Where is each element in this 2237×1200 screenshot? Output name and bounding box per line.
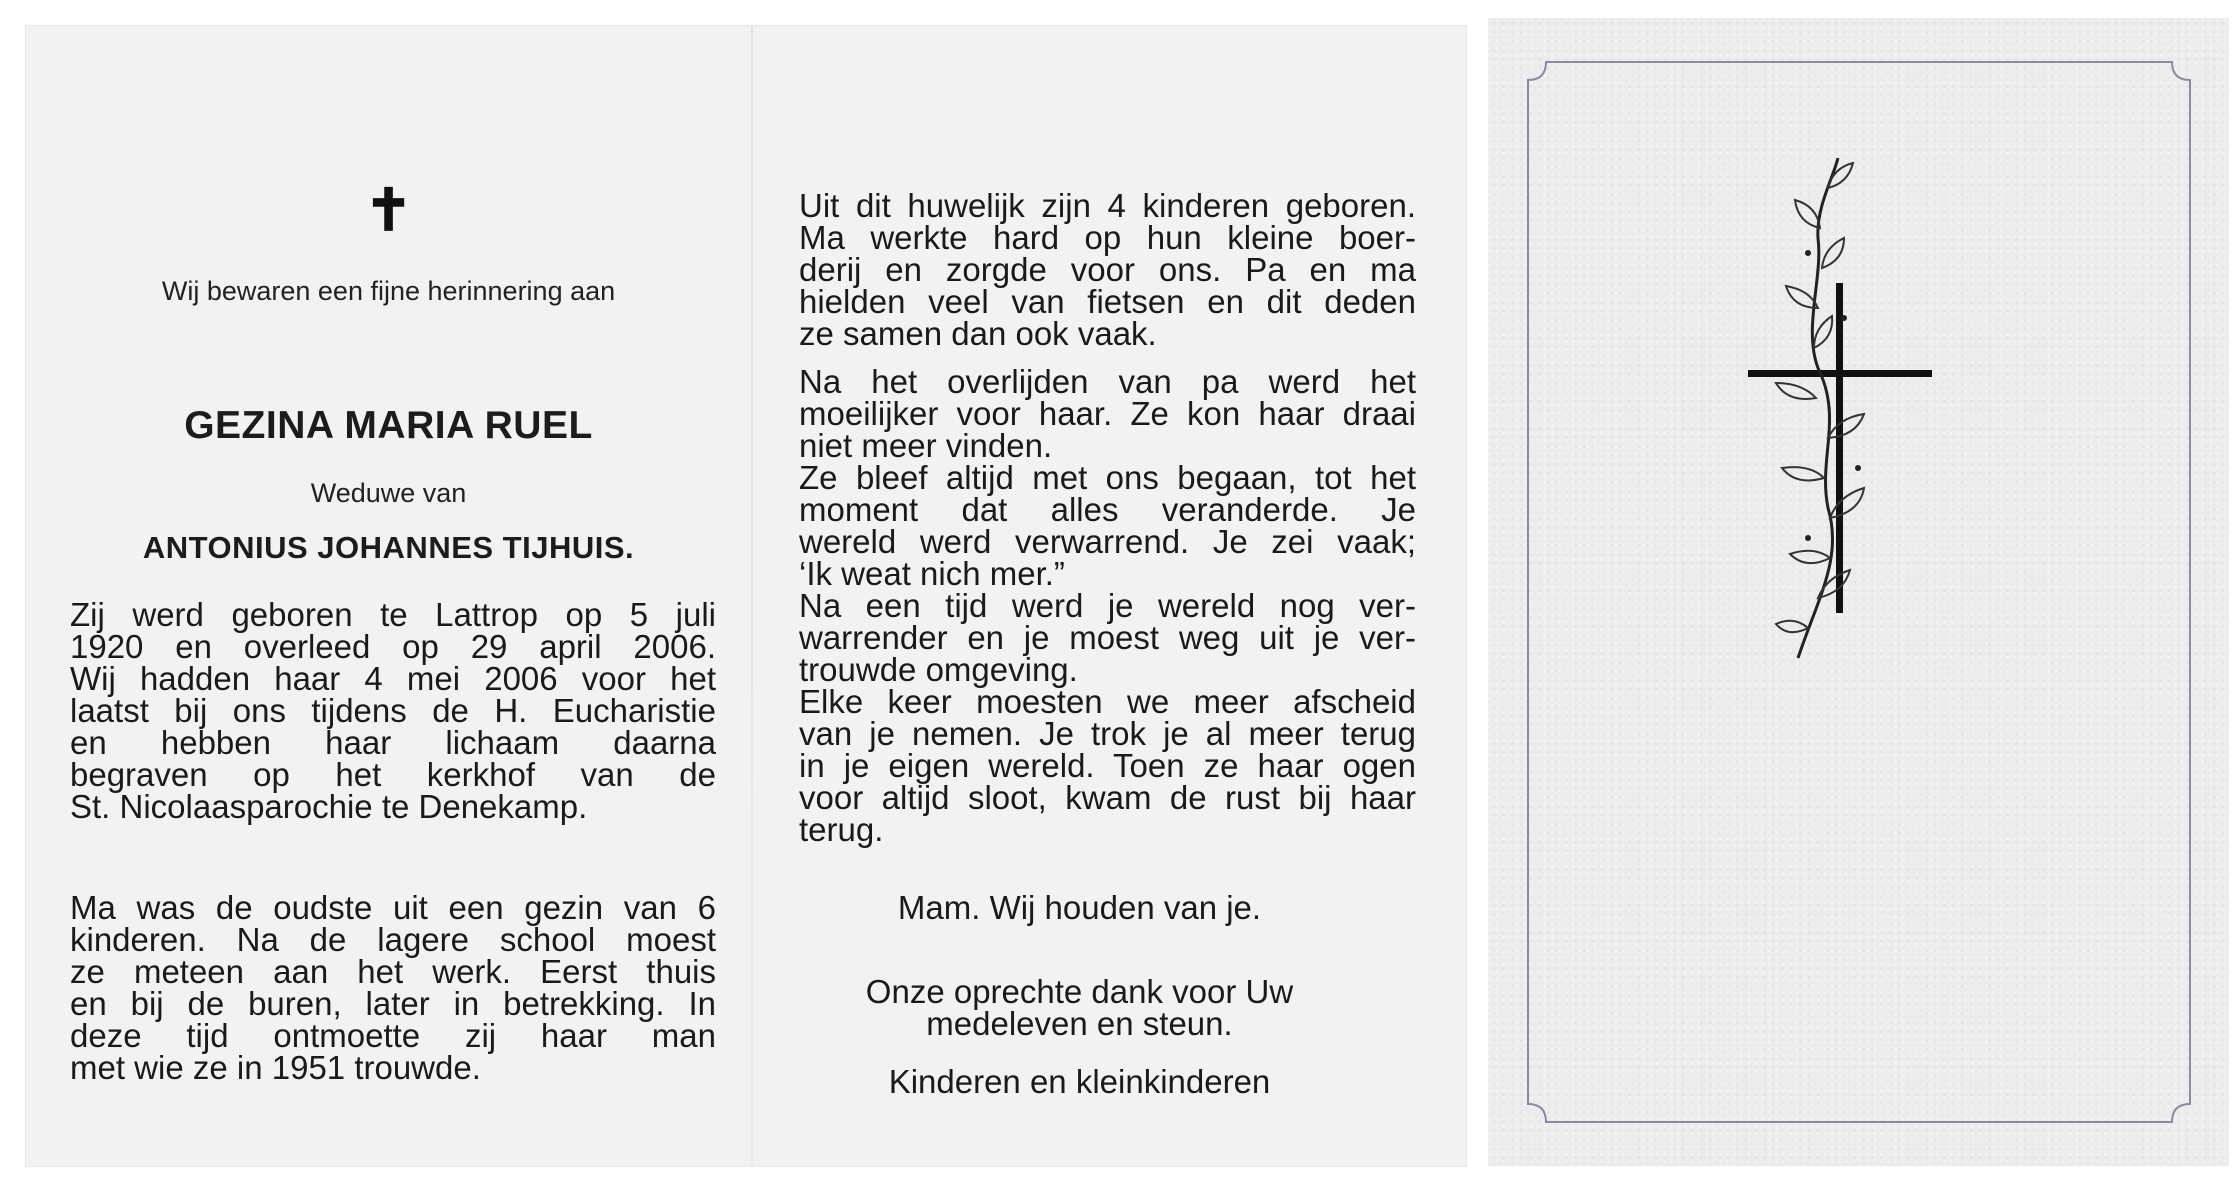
love-line: Mam. Wij houden van je. xyxy=(897,889,1262,926)
left-panel xyxy=(26,26,751,1166)
signature-text: Kinderen en kleinkinderen xyxy=(888,1063,1271,1100)
later-life-paragraph: Na het overlijden van pa werd het moeilijker voor haar. Ze kon haar draai niet meer vinden. Ze bleef altijd met ons begaan, tot het moment dat alles veranderde. Je wereld werd verwarrend. Je zei vaak; ‘Ik weat nich mer.” Na een tijd werd je wereld nog ver- warrender en je moest weg uit je ver- trouwde omgeving. xyxy=(799,363,1416,688)
birth-death-paragraph: Zij werd geboren te Lattrop op 5 juli 1920 en overleed op 29 april 2006. Wij hadden haar 4 mei 2006 voor het laatst bij ons tijdens de H. Eucharistie en hebben haar lichaam daarna begraven op het kerkhof van de St. Nicolaasparochie te Denekamp. xyxy=(70,596,716,825)
thanks-text: Onze oprechte dank voor Uw medeleven en steun. xyxy=(865,973,1294,1042)
intro-text: Wij bewaren een fijne herinnering aan xyxy=(161,276,616,306)
card-cover xyxy=(1488,18,2229,1166)
marriage-paragraph: Uit dit huwelijk zijn 4 kinderen geboren. Ma werkte hard op hun kleine boer- derij en zorgde voor ons. Pa en ma hielden veel van fietsen en dit deden ze samen dan ook vaak. xyxy=(799,187,1416,352)
cross-with-olive-branch-icon xyxy=(1748,158,1948,678)
early-life-paragraph: Ma was de oudste uit een gezin van 6 kinderen. Na de lagere school moest ze meteen aan het werk. Eerst thuis en bij de buren, later in betrekking. In deze tijd ontmoette zij haar man met wie ze in 1951 trouwde. xyxy=(70,889,716,1086)
husband-name: ANTONIUS JOHANNES TIJHUIS. xyxy=(142,530,635,565)
widow-of-text: Weduwe van xyxy=(310,478,467,508)
farewell-paragraph: Elke keer moesten we meer afscheid van je nemen. Je trok je al meer terug in je eigen wereld. Toen ze haar ogen voor altijd sloot, kwam de rust bij haar terug. xyxy=(799,683,1416,848)
middle-panel xyxy=(753,26,1466,1166)
deceased-name: GEZINA MARIA RUEL xyxy=(184,404,593,447)
cross-icon: ✝ xyxy=(364,176,413,244)
